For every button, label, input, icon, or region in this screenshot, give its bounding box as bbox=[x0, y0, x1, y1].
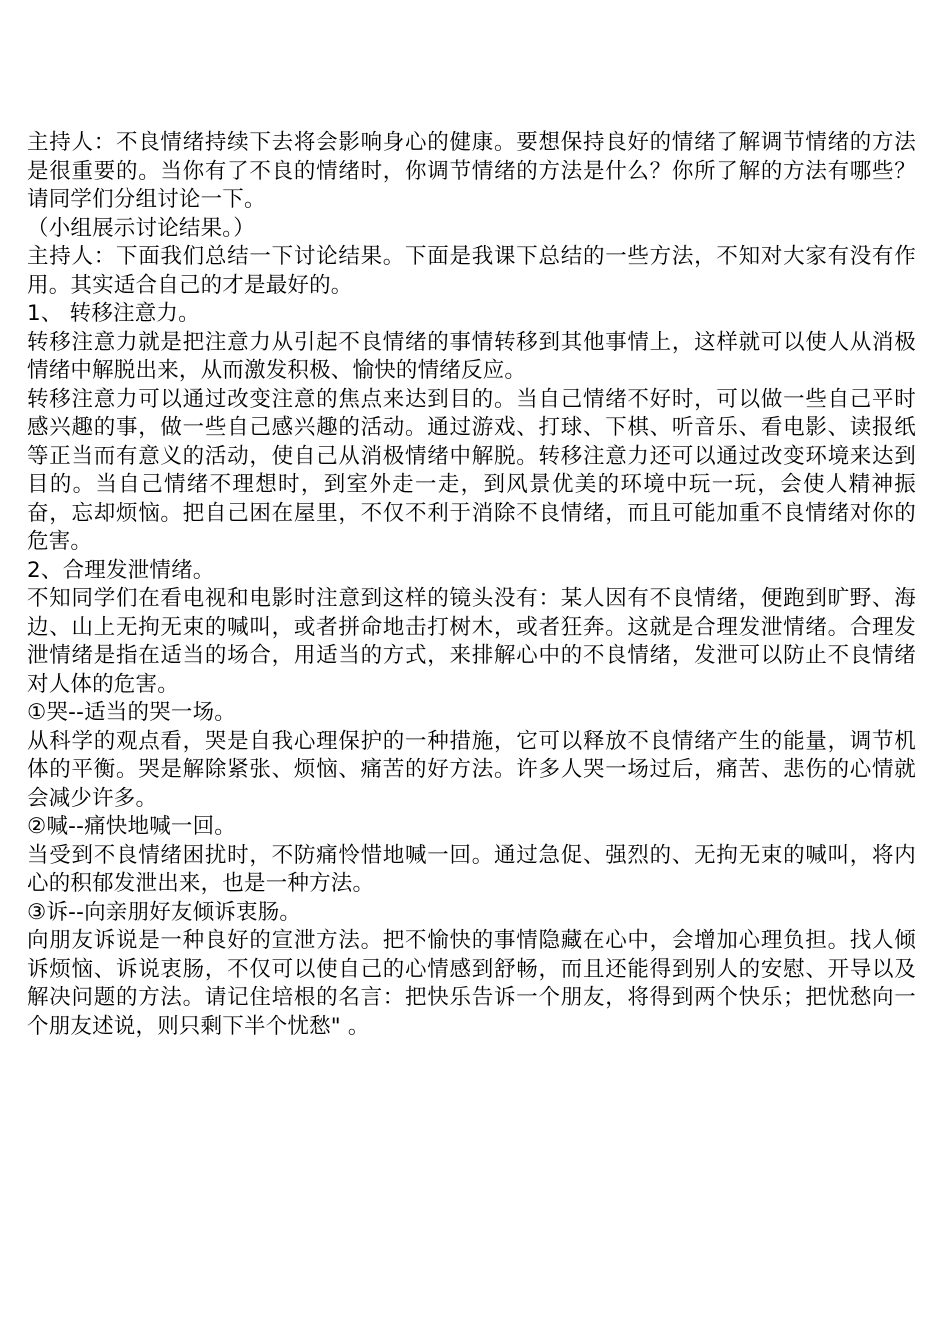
paragraph-host-summary: 主持人：下面我们总结一下讨论结果。下面是我课下总结的一些方法，不知对大家有没有作用。其实适合自己的才是最好的。 bbox=[27, 244, 916, 298]
paragraph-shout: 当受到不良情绪困扰时，不防痛怜惜地喊一回。通过急促、强烈的、无拘无束的喊叫，将内心的积郁发泄出来，也是一种方法。 bbox=[27, 842, 916, 896]
paragraph-venting-explanation: 不知同学们在看电视和电影时注意到这样的镜头没有：某人因有不良情绪，便跑到旷野、海边、山上无拘无束的喊叫，或者拼命地击打树木，或者狂奔。这就是合理发泄情绪。合理发泄情绪是指在适当的场合，用适当的方式，来排解心中的不良情绪，发泄可以防止不良情绪对人体的危害。 bbox=[27, 586, 916, 697]
paragraph-shift-attention-definition: 转移注意力就是把注意力从引起不良情绪的事情转移到其他事情上，这样就可以使人从消极情绪中解脱出来，从而激发积极、愉快的情绪反应。 bbox=[27, 329, 916, 383]
subheading-shout: ②喊--痛快地喊一回。 bbox=[27, 814, 236, 839]
subheading-cry: ①哭--适当的哭一场。 bbox=[27, 700, 236, 725]
paragraph-confide: 向朋友诉说是一种良好的宣泄方法。把不愉快的事情隐藏在心中，会增加心理负担。找人倾诉烦恼、诉说衷肠，不仅可以使自己的心情感到舒畅，而且还能得到别人的安慰、开导以及解决问题的方法。请记住培根的名言：把快乐告诉一个朋友，将得到两个快乐；把忧愁向一个朋友述说，则只剩下半个忧愁" 。 bbox=[27, 928, 916, 1039]
paragraph-shift-attention-methods: 转移注意力可以通过改变注意的焦点来达到目的。当自己情绪不好时，可以做一些自己平时感兴趣的事，做一些自己感兴趣的活动。通过游戏、打球、下棋、听音乐、看电影、读报纸等正当而有意义的活动，使自己从消极情绪中解脱。转移注意力还可以通过改变环境来达到目的。当自己情绪不理想时，到室外走一走，到风景优美的环境中玩一玩，会使人精神振奋，忘却烦恼。把自己困在屋里，不仅不利于消除不良情绪，而且可能加重不良情绪对你的危害。 bbox=[27, 386, 916, 554]
paragraph-group-results: （小组展示讨论结果。） bbox=[27, 215, 255, 241]
heading-shift-attention: 1、 转移注意力。 bbox=[27, 301, 200, 326]
paragraph-cry: 从科学的观点看，哭是自我心理保护的一种措施，它可以释放不良情绪产生的能量，调节机体的平衡。哭是解除紧张、烦恼、痛苦的好方法。许多人哭一场过后，痛苦、悲伤的心情就会减少许多。 bbox=[27, 728, 916, 811]
heading-reasonable-venting: 2、合理发泄情绪。 bbox=[27, 557, 215, 583]
subheading-confide: ③诉--向亲朋好友倾诉衷肠。 bbox=[27, 899, 302, 925]
paragraph-host-intro: 主持人：不良情绪持续下去将会影响身心的健康。要想保持良好的情绪了解调节情绪的方法是很重要的。当你有了不良的情绪时，你调节情绪的方法是什么？你所了解的方法有哪些？请同学们分组讨论一下。 bbox=[27, 130, 916, 212]
